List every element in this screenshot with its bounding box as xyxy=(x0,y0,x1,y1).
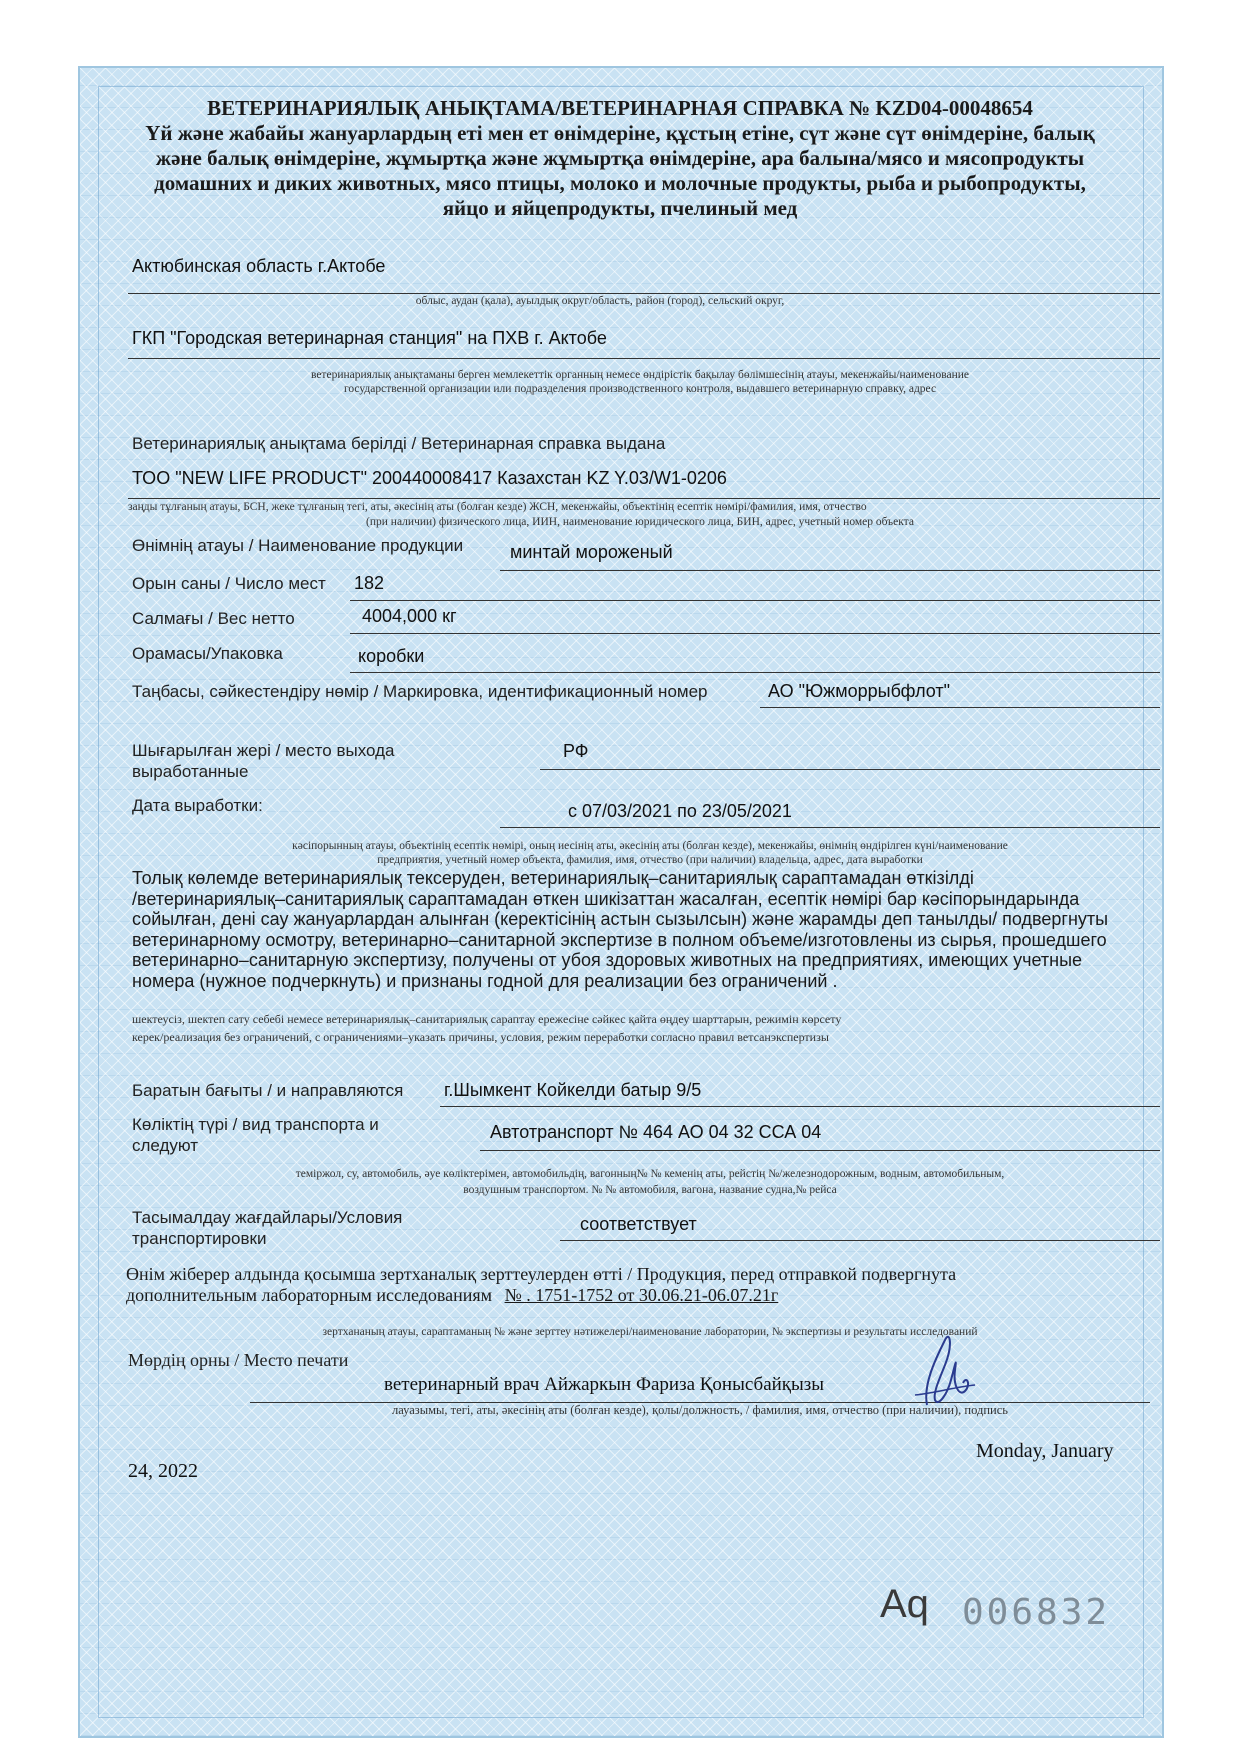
lab-result-value: № . 1751-1752 от 30.06.21-06.07.21г xyxy=(504,1284,779,1305)
statement-line-2: /ветеринариялық–санитариялық сараптамадан өткен шикізаттан жасалған, есептік нөмірі бар кәсіпорындарында xyxy=(132,888,1080,909)
lab-line-2 xyxy=(126,1285,1166,1306)
statement-paragraph xyxy=(132,868,1152,991)
transport-caption-2: воздушным транспортом. № № автомобиля, вагона, название судна,№ рейса xyxy=(463,1184,837,1196)
certificate-title: ВЕТЕРИНАРИЯЛЫҚ АНЫҚТАМА/ВЕТЕРИНАРНАЯ СПРАВКА № KZD04-00048654 xyxy=(207,96,1033,120)
statement-line-3: сойылған, дені сау жануарлардан алынған (керектісінің астын сызылсын) және жарамды деп танылды/ подвергнуты xyxy=(132,909,1109,929)
product-label: Өнімнің атауы / Наименование продукции xyxy=(132,536,464,555)
statement-line-1: Толық көлемде ветеринариялық тексеруден, ветеринариялық–санитариялық сараптамадан өткізілді xyxy=(132,868,974,888)
conditions-underline xyxy=(560,1240,1160,1241)
lab-line-1: Өнім жіберер алдында қосымша зертханалық зерттеулерден өтті / Продукция, перед отправкой подвергнута xyxy=(126,1264,957,1284)
transport-caption-1: теміржол, су, автомобиль, әуе көліктерімен, автомобильдің, вагонның№ № кеменің аты, рейстің №/железнодорожным, водным, автомобильным, xyxy=(295,1168,1005,1180)
date-right: Monday, January xyxy=(976,1440,1114,1462)
lab-paragraph xyxy=(126,1264,1166,1305)
date-value: с 07/03/2021 по 23/05/2021 xyxy=(568,801,792,821)
statement-line-4: ветеринарному осмотру, ветеринарно–санитарной экспертизе в полном объеме/изготовлены из сырья, прошедшего xyxy=(132,929,1107,950)
destination-label: Баратын бағыты / и направляются xyxy=(132,1081,404,1100)
destination-underline xyxy=(440,1106,1160,1107)
title-line-ru2: яйцо и яйцепродукты, пчелиный мед xyxy=(442,196,798,220)
destination-value: г.Шымкент Койкелди батыр 9/5 xyxy=(444,1080,702,1100)
serial-number: 006832 xyxy=(962,1592,1111,1633)
date-caption-1: кәсіпорынның атауы, объектінің есептік нөмірі, оның иесінің аты, әкесінің аты (болған кезде), мекенжайы, өнімнің өндірілген күні/наименование xyxy=(292,840,1008,852)
issuer-underline xyxy=(128,358,1160,359)
issuer-caption-2: государственной организации или подразделения производственного контроля, выдавшего ветеринарную справку, адрес xyxy=(343,383,937,395)
transport-value: Автотранспорт № 464 АО 04 32 ССА 04 xyxy=(490,1122,822,1142)
issued-to-label: Ветеринариялық анықтама берілді / Ветеринарная справка выдана xyxy=(132,434,666,453)
issuer-caption-1: ветеринариялық анықтаманы берген мемлекеттік органның немесе өндірістік бақылау бөлімшесінің атауы, мекенжайы/наименование xyxy=(310,369,970,381)
statement-line-5: ветеринарно–санитарную экспертизу, получены от убоя здоровых животных на предприятиях, имеющих учетные xyxy=(132,950,1083,970)
weight-value: 4004,000 кг xyxy=(362,606,457,626)
date-underline xyxy=(500,827,1160,828)
marking-value: АО "Южморрыбфлот" xyxy=(768,681,951,701)
signature-caption: лауазымы, тегі, аты, әкесінің аты (болған кезде), қолы/должность, / фамилия, имя, отчество (при наличии), подпись xyxy=(392,1403,1008,1417)
issued-to-underline xyxy=(128,498,1160,499)
title-line-kz1: Үй және жабайы жануарлардың еті мен ет өнімдеріне, құстың етіне, сүт және сүт өнімдеріне, балық xyxy=(145,121,1095,145)
region-value: Актюбинская область г.Актобе xyxy=(132,256,386,276)
weight-label: Салмағы / Вес нетто xyxy=(132,609,295,628)
title-line-ru1: домашних и диких животных, мясо птицы, молоко и молочные продукты, рыба и рыбопродукты, xyxy=(154,171,1086,195)
places-underline xyxy=(350,600,1160,601)
lab-caption: зертхананың атауы, сараптаманың № және зерттеу нәтижелері/наименование лаборатории, № экспертизы и результаты исследований xyxy=(322,1326,978,1338)
places-label: Орын саны / Число мест xyxy=(132,574,326,593)
issued-to-caption-1: заңды тұлғаның атауы, БСН, жеке тұлғаның тегі, аты, әкесінің аты (болған кезде) ЖСН, мекенжайы, объектінің есептік нөмірі/фамилия, имя, отчество xyxy=(128,501,867,513)
package-label: Орамасы/Упаковка xyxy=(132,644,283,663)
marking-label: Таңбасы, сәйкестендіру нөмір / Маркировка, идентификационный номер xyxy=(132,682,708,701)
marking-underline xyxy=(760,707,1160,708)
region-caption: облыс, аудан (қала), ауылдық округ/область, район (город), сельский округ, xyxy=(415,295,785,307)
weight-underline xyxy=(350,633,1160,634)
origin-underline xyxy=(540,769,1160,770)
statement-caption-1: шектеусіз, шектеп сату себебі немесе ветеринариялық–санитариялық сараптау ережесіне сәйкес қайта өңдеу шарттарын, режимін көрсету xyxy=(132,1012,842,1026)
places-value: 182 xyxy=(354,573,385,593)
conditions-value: соответствует xyxy=(580,1214,697,1234)
statement-line-6: номера (нужное подчеркнуть) и признаны годной для реализации без ограничений . xyxy=(132,970,838,991)
date-left: 24, 2022 xyxy=(128,1460,198,1482)
issued-to-value: ТОО "NEW LIFE PRODUCT" 200440008417 Казахстан KZ Y.03/W1-0206 xyxy=(132,468,727,488)
date-label: Дата выработки: xyxy=(132,796,263,815)
signer-name: ветеринарный врач Айжаркын Фариза Қонысбайқызы xyxy=(384,1374,825,1395)
issued-to-caption-2: (при наличии) физического лица, ИИН, наименование юридического лица, БИН, адрес, учетный номер объекта xyxy=(366,516,914,528)
origin-label: Шығарылған жері / место выхода выработанные xyxy=(132,741,395,781)
package-underline xyxy=(350,672,1160,673)
product-value: минтай мороженый xyxy=(510,542,673,562)
transport-label: Көліктің түрі / вид транспорта и следуют xyxy=(132,1115,379,1155)
conditions-label: Тасымалдау жағдайлары/Условия транспортировки xyxy=(132,1208,403,1248)
serial-series: Aq xyxy=(880,1582,929,1626)
lab-line-2-prefix: дополнительным лабораторным исследованиям xyxy=(126,1284,493,1305)
date-caption-2: предприятия, учетный номер объекта, фамилия, имя, отчество (при наличии) владельца, адрес, дата выработки xyxy=(377,854,923,866)
stamp-place-label: Мөрдің орны / Место печати xyxy=(128,1350,349,1370)
title-line-kz2: және балық өнімдеріне, жұмыртқа және жұмыртқа өнімдеріне, ара балына/мясо и мясопродукты xyxy=(155,146,1085,170)
origin-value: РФ xyxy=(563,741,589,761)
transport-underline xyxy=(480,1150,1160,1151)
handwritten-signature xyxy=(905,1325,985,1420)
package-value: коробки xyxy=(358,646,425,666)
product-underline xyxy=(500,570,1160,571)
issuer-value: ГКП "Городская ветеринарная станция" на ПХВ г. Актобе xyxy=(132,328,607,348)
statement-caption-2: керек/реализация без ограничений, с ограничениями–указать причины, условия, режим переработки согласно правил ветсанэкспертизы xyxy=(132,1030,829,1044)
